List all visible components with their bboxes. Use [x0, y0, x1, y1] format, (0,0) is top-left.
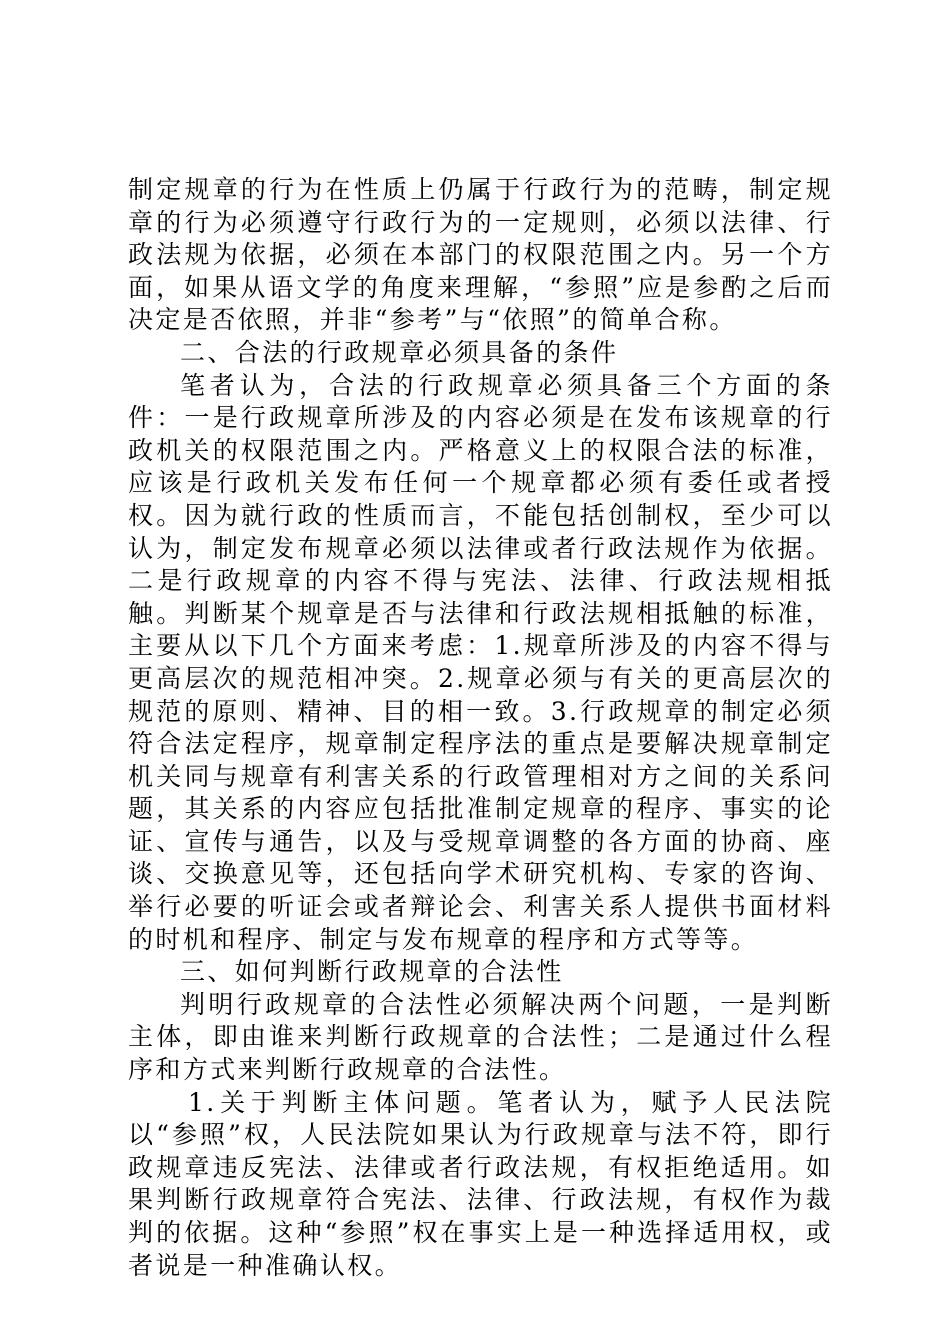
paragraph-continuation: 制定规章的行为在性质上仍属于行政行为的范畴，制定规章的行为必须遵守行政行为的一定规则，必须以法律、行政法规为依据，必须在本部门的权限范围之内。另一个方面，如果从语文学的角度来理解，“参照”应是参酌之后而决定是否依照，并非“参考”与“依照”的简单合称。: [128, 175, 833, 335]
section-heading-3: 三、如何判断行政规章的合法性: [180, 957, 564, 987]
paragraph-judging-subject: 1.关于判断主体问题。笔者认为，赋予人民法院以“参照”权，人民法院如果认为行政规章与法不符，即行政规章违反宪法、法律或者行政法规，有权拒绝适用。如果判断行政规章符合宪法、法律、行政法规，有权作为裁判的依据。这种“参照”权在事实上是一种选择适用权，或者说是一种准确认权。: [128, 1087, 833, 1280]
paragraph-two-questions: 判明行政规章的合法性必须解决两个问题，一是判断主体，即由谁来判断行政规章的合法性；二是通过什么程序和方式来判断行政规章的合法性。: [128, 989, 833, 1085]
document-body: [128, 174, 833, 1282]
section-heading-2: 二、合法的行政规章必须具备的条件: [180, 337, 619, 367]
paragraph-conditions: 笔者认为，合法的行政规章必须具备三个方面的条件：一是行政规章所涉及的内容必须是在发布该规章的行政机关的权限范围之内。严格意义上的权限合法的标准，应该是行政机关发布任何一个规章都必须有委任或者授权。因为就行政的性质而言，不能包括创制权，至少可以认为，制定发布规章必须以法律或者行政法规作为依据。二是行政规章的内容不得与宪法、法律、行政法规相抵触。判断某个规章是否与法律和行政法规相抵触的标准，主要从以下几个方面来考虑：1.规章所涉及的内容不得与更高层次的规范相冲突。2.规章必须与有关的更高层次的规范的原则、精神、目的相一致。3.行政规章的制定必须符合法定程序，规章制定程序法的重点是要解决规章制定机关同与规章有利害关系的行政管理相对方之间的关系问题，其关系的内容应包括批准制定规章的程序、事实的论证、宣传与通告，以及与受规章调整的各方面的协商、座谈、交换意见等，还包括向学术研究机构、专家的咨询、举行必要的听证会或者辩论会、利害关系人提供书面材料的时机和程序、制定与发布规章的程序和方式等等。: [128, 370, 833, 954]
